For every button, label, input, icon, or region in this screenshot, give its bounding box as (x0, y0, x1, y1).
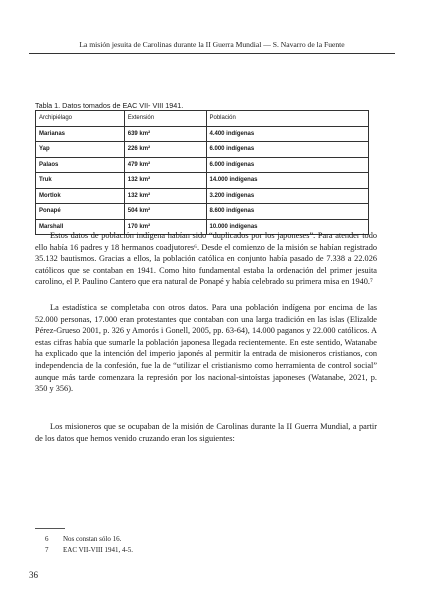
cell-population: 6.000 indígenas (206, 157, 369, 173)
table-caption: Tabla 1. Datos tomados de EAC VII- VIII 1941. (35, 101, 184, 110)
footnote-text: Nos constan sólo 16. (63, 535, 122, 543)
cell-population: 8.600 indígenas (206, 204, 369, 220)
cell-extension: 479 km² (124, 157, 206, 173)
footnote-number: 7 (45, 546, 49, 554)
cell-population: 10.000 indígenas (206, 219, 369, 235)
table-row (36, 142, 369, 158)
cell-population: 3.200 indígenas (206, 188, 369, 204)
table-row (36, 126, 369, 142)
cell-archipelago: Marianas (36, 126, 125, 142)
cell-archipelago: Mortlok (36, 188, 125, 204)
cell-extension: 504 km² (124, 204, 206, 220)
cell-extension: 170 km² (124, 219, 206, 235)
running-header: La misión jesuita de Carolinas durante la II Guerra Mundial — S. Navarro de la Fuente (79, 40, 345, 49)
header-rule (29, 53, 395, 54)
body-paragraph: La estadística se completaba con otros datos. Para una población indígena por encima de las 52.000 personas, 17.000 eran protestantes que contaban con una larga tradición en las islas (Elizalde Pérez-Grueso 2001, p. 326 y Amorós i Gonell, 2005, pp. 63-64), 14.000 paganos y 22.000 católicos. A estas cifras había que sumarle la población japonesa llegada recientemente. En este sentido, Watanabe ha explicado que la intención del imperio japonés al permitir la entrada de misioneros cristianos, con independencia de la confesión, fue la de “utilizar el cristianismo como herramienta de control social” aunque más tarde comenzara la represión por los nacional-sintoístas japoneses (Watanabe, 2021, p. 350 y 356). (35, 303, 377, 394)
cell-extension: 226 km² (124, 142, 206, 158)
table-row (36, 173, 369, 189)
cell-archipelago: Palaos (36, 157, 125, 173)
cell-extension: 132 km² (124, 188, 206, 204)
footnote (45, 534, 121, 544)
column-header-extension: Extensión (124, 111, 206, 127)
cell-extension: 639 km² (124, 126, 206, 142)
cell-archipelago: Ponapé (36, 204, 125, 220)
cell-population: 6.000 indígenas (206, 142, 369, 158)
body-paragraph: Los misioneros que se ocupaban de la misión de Carolinas durante la II Guerra Mundial, a partir de los datos que hemos venido cruzando eran los siguientes: (35, 422, 377, 443)
cell-population: 4.400 indígenas (206, 126, 369, 142)
column-header-archipelago: Archipiélago (36, 111, 125, 127)
column-header-population: Población (206, 111, 369, 127)
footnote-rule (35, 528, 65, 529)
table-row (36, 188, 369, 204)
body-paragraph: Estos datos de población indígena habían sido “duplicados por los japoneses”. Para atender todo ello había 16 padres y 18 hermanos coadjutores⁶. Desde el comienzo de la misión se habían registrado 35.132 bautismos. Gracias a ellos, la población católica en conjunto había pasado de 7.338 a 22.026 católicos que se contaban en 1941. Como hito fundamental estaba la ordenación del primer jesuita carolino, el P. Paulino Cantero que era natural de Ponapé y había celebrado su primera misa en 1940.⁷ (35, 231, 377, 287)
cell-population: 14.000 indígenas (206, 173, 369, 189)
population-table (35, 110, 369, 235)
cell-archipelago: Truk (36, 173, 125, 189)
table-header-row (36, 111, 369, 127)
footnote-number: 6 (45, 535, 49, 543)
cell-extension: 132 km² (124, 173, 206, 189)
table-row (36, 157, 369, 173)
page-number: 36 (29, 570, 38, 580)
table-row (36, 204, 369, 220)
cell-archipelago: Marshall (36, 219, 125, 235)
cell-archipelago: Yap (36, 142, 125, 158)
footnote (45, 545, 133, 555)
footnote-text: EAC VII-VIII 1941, 4-5. (63, 546, 134, 554)
